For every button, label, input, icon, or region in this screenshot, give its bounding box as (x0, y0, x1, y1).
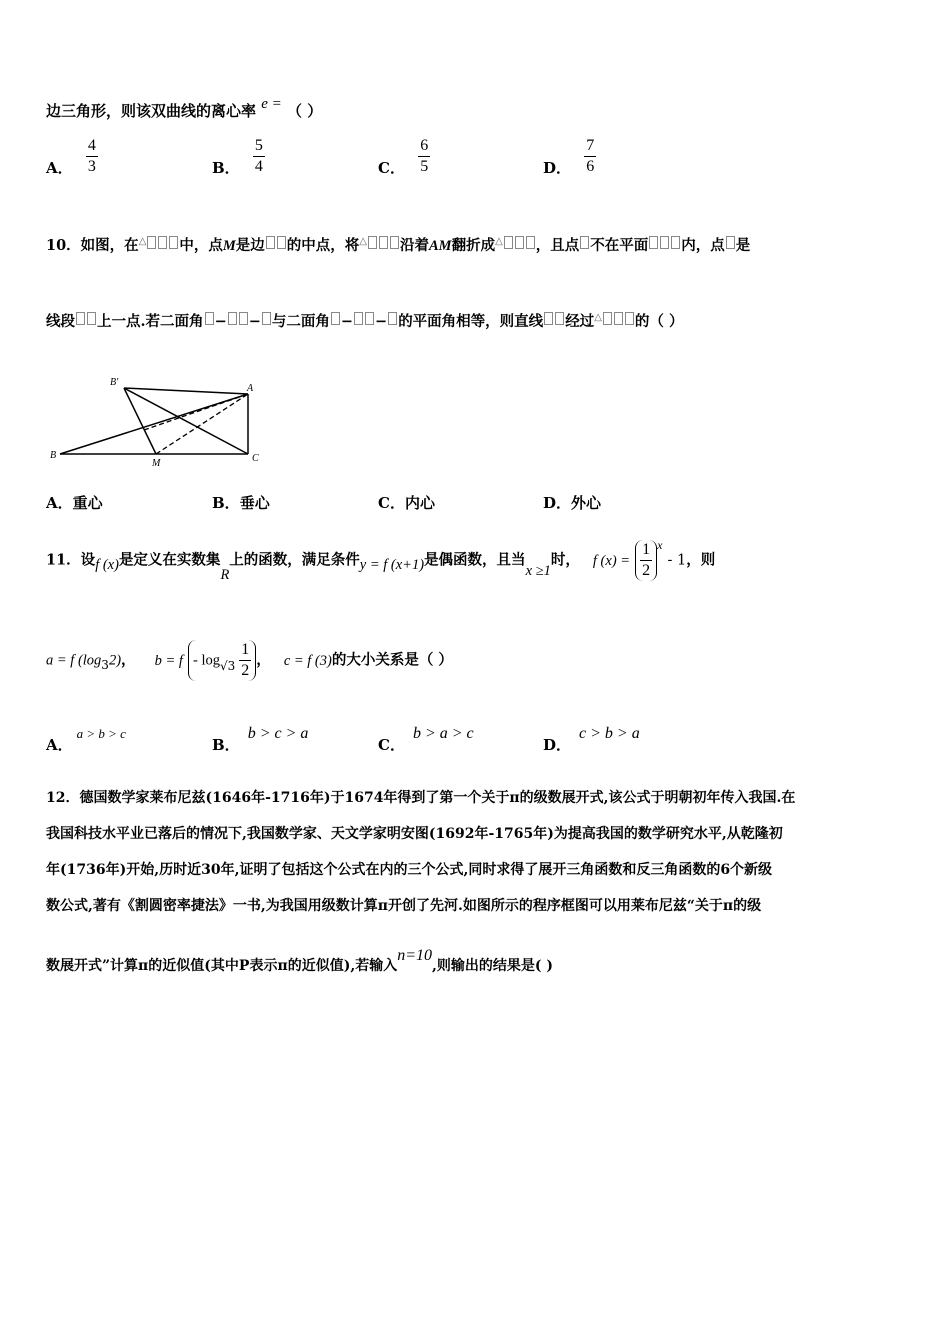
edge-ma-dashed (156, 394, 248, 454)
fraction-half: $\frac{1}{2}$ (642, 541, 651, 579)
label-a: A (247, 383, 254, 394)
missing-glyph-icon (331, 312, 340, 325)
missing-glyph-icon (228, 312, 237, 325)
q12-line-5: 数展开式”计算π的近似值(其中P表示π的近似值),若输入n=10,则输出的结果是( ) (46, 947, 553, 974)
missing-glyph-icon (671, 236, 680, 249)
option-letter: D． (543, 158, 572, 177)
option-letter: A． (46, 158, 73, 177)
missing-glyph-icon (625, 312, 634, 325)
q9-option-a (46, 136, 98, 177)
missing-glyph-icon (544, 312, 553, 325)
q9-option-d (543, 136, 596, 177)
q10-option-d: D．外心 (543, 494, 602, 512)
missing-glyph-icon (660, 236, 669, 249)
triangle-symbol-icon: △ (594, 312, 602, 324)
missing-glyph-icon (388, 312, 397, 325)
q10-stem-line2: 线段 上一点.若二面角 − − 与二面角 − − 的平面角相等，则直线 经过△ 的（ ） (46, 312, 684, 330)
q10-option-a: A．重心 (46, 494, 103, 512)
edge-bprime-a (124, 388, 248, 394)
missing-glyph-icon (614, 312, 623, 325)
missing-glyph-icon (603, 312, 612, 325)
missing-glyph-icon (726, 236, 735, 249)
q10-stem-line1: 10．如图，在△ 中，点M是边 的中点，将△ 沿着AM翻折成△ ，且点 不在平面 内，点 是 (46, 236, 751, 254)
q12-line-2: 我国科技水平业已落后的情况下,我国数学家、天文学家明安图(1692年-1765年)为提高我国的数学研究水平,从乾隆初 (46, 826, 783, 842)
option-letter: B． (212, 158, 240, 177)
triangle-symbol-icon: △ (495, 236, 503, 248)
missing-glyph-icon (649, 236, 658, 249)
q10-option-b: B．垂心 (212, 494, 270, 512)
missing-glyph-icon (354, 312, 363, 325)
missing-glyph-icon (76, 312, 85, 325)
missing-glyph-icon (262, 312, 271, 325)
missing-glyph-icon (158, 236, 167, 249)
missing-glyph-icon (504, 236, 513, 249)
q9-answer-paren: （ ） (287, 102, 323, 120)
q12-line-1: 12．德国数学家莱布尼兹(1646年-1716年)于1674年得到了第一个关于π的级数展开式,该公式于明朝初年传入我国.在 (46, 790, 796, 806)
missing-glyph-icon (368, 236, 377, 249)
missing-glyph-icon (515, 236, 524, 249)
missing-glyph-icon (526, 236, 535, 249)
fraction-half: $\frac{1}{2}$ (241, 641, 250, 679)
q12-line-3: 年(1736年)开始,历时近30年,证明了包括这个公式在内的三个公式,同时求得了展开三角函数和反三角函数的6个新级 (46, 862, 773, 878)
q10-geometry-figure (48, 370, 268, 470)
q11-stem-line2: a = f $(\log_32)$， $b = f - \log_{√3}$ $\frac{1}{2}$ ， c = f (3)的大小关系是（ ） (46, 641, 453, 679)
missing-glyph-icon (169, 236, 178, 249)
q12-stem (46, 780, 906, 984)
fraction: $\frac{4}{3}$ (87, 137, 96, 175)
q12-line-4: 数公式,著有《割圆密率捷法》一书,为我国用级数计算π开创了先河.如图所示的程序框图可以用莱布尼兹“关于π的级 (46, 898, 762, 914)
missing-glyph-icon (390, 236, 399, 249)
q11-option-a: A．a > b > c (46, 726, 126, 754)
q9-eccentricity-expr: e = (261, 96, 282, 112)
q11-option-c: C．b > a > c (378, 725, 474, 754)
q10-option-c: C．内心 (378, 494, 435, 512)
missing-glyph-icon (580, 236, 589, 249)
fraction: $\frac{6}{5}$ (420, 137, 429, 175)
q9-stem-text: 边三角形，则该双曲线的离心率 (46, 102, 257, 120)
missing-glyph-icon (555, 312, 564, 325)
option-letter: C． (378, 158, 405, 177)
half-paren (635, 540, 657, 581)
triangle-symbol-icon: △ (138, 236, 147, 248)
q9-option-c (378, 136, 430, 177)
b-argument-paren: - $\log_{√3}$ $\frac{1}{2}$ (188, 640, 256, 681)
triangle-symbol-icon: △ (359, 236, 367, 248)
missing-glyph-icon (147, 236, 156, 249)
edge-bprime-c (124, 388, 248, 454)
fraction: $\frac{5}{4}$ (254, 137, 263, 175)
missing-glyph-icon (205, 312, 214, 325)
edge-ba (60, 394, 248, 454)
missing-glyph-icon (239, 312, 248, 325)
label-b: B (50, 450, 57, 461)
missing-glyph-icon (379, 236, 388, 249)
missing-glyph-icon (87, 312, 96, 325)
fraction: $\frac{7}{6}$ (586, 137, 595, 175)
edge-bprime-m (124, 388, 156, 454)
q11-option-d: D．c > b > a (543, 725, 640, 754)
q9-option-b (212, 136, 265, 177)
missing-glyph-icon (266, 236, 275, 249)
label-m: M (152, 458, 161, 469)
q11-stem-line1: 11．设f (x)是定义在实数集R上的函数，满足条件y = f (x+1)是偶函数，且当x ≥1时， f (x) = $\frac{1}{2}$ $^x$ - 1，则 (46, 537, 716, 583)
q11-option-b: B．b > c > a (212, 725, 309, 754)
missing-glyph-icon (277, 236, 286, 249)
missing-glyph-icon (365, 312, 374, 325)
label-b-prime: B' (110, 377, 119, 388)
q9-stem (46, 96, 323, 121)
label-c: C (252, 453, 259, 464)
